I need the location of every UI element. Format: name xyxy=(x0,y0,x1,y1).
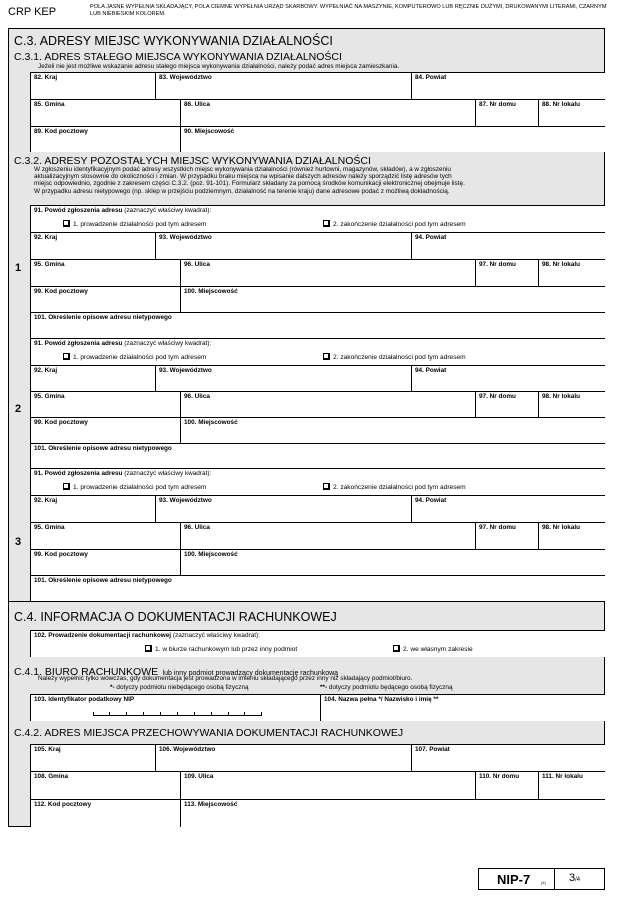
section-c42-title: C.4.2. ADRES MIEJSCA PRZECHOWYWANIA DOKUMENTACJI RACHUNKOWEJ xyxy=(14,727,404,739)
field-101-opis[interactable]: 101. Określenie opisowe adresu nietypowego xyxy=(30,575,605,601)
field-97-nr-domu[interactable]: 97. Nr domu xyxy=(475,391,538,417)
footer-divider xyxy=(554,869,555,889)
form-id: NIP-7 xyxy=(497,872,531,887)
checkbox-icon[interactable] xyxy=(63,483,70,490)
field-101-opis[interactable]: 101. Określenie opisowe adresu nietypowego xyxy=(30,312,605,338)
field-110-nr-domu[interactable]: 110. Nr domu xyxy=(475,771,538,799)
section-c32-title: C.3.2. ADRESY POZOSTAŁYCH MIEJSC WYKONYWANIA DZIAŁALNOŚCI xyxy=(14,155,371,167)
page-number: 3/4 xyxy=(569,872,581,884)
field-101-opis[interactable]: 101. Określenie opisowe adresu nietypowego xyxy=(30,443,605,468)
section-c41-notes: *- dotyczy podmiotu niebędącego osobą fizyczną xyxy=(110,684,249,691)
field-95-gmina[interactable]: 95. Gmina xyxy=(30,522,180,549)
field-112-kod-pocztowy[interactable]: 112. Kod pocztowy xyxy=(30,799,180,827)
option-zakonczenie[interactable]: 2. zakończenie działalności pod tym adresem xyxy=(323,353,466,361)
field-93-wojewodztwo[interactable]: 93. Województwo xyxy=(155,495,411,522)
field-86-ulica[interactable]: 86. Ulica xyxy=(180,99,475,126)
field-108-gmina[interactable]: 108. Gmina xyxy=(30,771,180,799)
field-98-nr-lokalu[interactable]: 98. Nr lokalu xyxy=(538,391,605,417)
field-100-miejscowosc[interactable]: 100. Miejscowość xyxy=(180,417,605,443)
field-91-powod: 91. Powód zgłoszenia adresu (zaznaczyć właściwy kwadrat): 1. prowadzenie działalności pod tym adresem 2. zakończenie działalności pod tym adresem xyxy=(30,205,605,232)
block-number-3: 3 xyxy=(15,536,22,548)
field-96-ulica[interactable]: 96. Ulica xyxy=(180,391,475,417)
form-version: (4) xyxy=(541,880,546,885)
block-number-2: 2 xyxy=(15,403,22,415)
checkbox-icon[interactable] xyxy=(323,483,330,490)
field-97-nr-domu[interactable]: 97. Nr domu xyxy=(475,522,538,549)
field-111-nr-lokalu[interactable]: 111. Nr lokalu xyxy=(538,771,605,799)
section-divider xyxy=(8,601,605,602)
field-93-wojewodztwo[interactable]: 93. Województwo xyxy=(155,365,411,391)
option-zakonczenie[interactable]: 2. zakończenie działalności pod tym adresem xyxy=(323,220,466,228)
field-96-ulica[interactable]: 96. Ulica xyxy=(180,522,475,549)
field-93-wojewodztwo[interactable]: 93. Województwo xyxy=(155,232,411,259)
section-c41-title: C.4.1. BIURO RACHUNKOWE lub inny podmiot prowadzący dokumentację rachunkową xyxy=(14,666,339,678)
field-87-nr-domu[interactable]: 87. Nr domu xyxy=(475,99,538,126)
field-103-nip[interactable]: 103. Identyfikator podatkowy NIP xyxy=(30,694,320,721)
field-99-kod-pocztowy[interactable]: 99. Kod pocztowy xyxy=(30,286,180,312)
field-89-kod-pocztowy[interactable]: 89. Kod pocztowy xyxy=(30,126,180,152)
checkbox-icon[interactable] xyxy=(145,645,152,652)
c31-fields xyxy=(30,72,605,152)
block-number-1: 1 xyxy=(15,262,22,274)
field-94-powiat[interactable]: 94. Powiat xyxy=(411,495,605,522)
field-104-nazwa[interactable]: 104. Nazwa pełna */ Nazwisko i imię ** xyxy=(320,694,605,721)
checkbox-icon[interactable] xyxy=(323,220,330,227)
section-c3-title: C.3. ADRESY MIEJSC WYKONYWANIA DZIAŁALNOŚCI xyxy=(14,34,333,48)
field-98-nr-lokalu[interactable]: 98. Nr lokalu xyxy=(538,259,605,286)
field-106-wojewodztwo[interactable]: 106. Województwo xyxy=(155,744,411,771)
field-102-dokumentacja: 102. Prowadzenie dokumentacji rachunkowej (zaznaczyć właściwy kwadrat): 1. w biurze rachunkowym lub przez inny podmiot 2. we własnym zakresie xyxy=(30,630,605,657)
option-wlasny-zakres[interactable]: 2. we własnym zakresie xyxy=(393,645,473,653)
field-88-nr-lokalu[interactable]: 88. Nr lokalu xyxy=(538,99,605,126)
checkbox-icon[interactable] xyxy=(393,645,400,652)
option-biuro-rachunkowe[interactable]: 1. w biurze rachunkowym lub przez inny podmiot xyxy=(145,645,297,653)
c41-fields xyxy=(30,694,605,721)
field-82-kraj[interactable]: 82. Kraj xyxy=(30,72,155,99)
field-109-ulica[interactable]: 109. Ulica xyxy=(180,771,475,799)
field-100-miejscowosc[interactable]: 100. Miejscowość xyxy=(180,549,605,575)
field-84-powiat[interactable]: 84. Powiat xyxy=(411,72,605,99)
field-107-powiat[interactable]: 107. Powiat xyxy=(411,744,605,771)
field-94-powiat[interactable]: 94. Powiat xyxy=(411,232,605,259)
field-96-ulica[interactable]: 96. Ulica xyxy=(180,259,475,286)
field-90-miejscowosc[interactable]: 90. Miejscowość xyxy=(180,126,605,152)
field-97-nr-domu[interactable]: 97. Nr domu xyxy=(475,259,538,286)
field-99-kod-pocztowy[interactable]: 99. Kod pocztowy xyxy=(30,417,180,443)
section-c31-title: C.3.1. ADRES STAŁEGO MIEJSCA WYKONYWANIA DZIAŁALNOŚCI xyxy=(14,51,342,63)
field-95-gmina[interactable]: 95. Gmina xyxy=(30,391,180,417)
field-95-gmina[interactable]: 95. Gmina xyxy=(30,259,180,286)
form-code-label: CRP KEP xyxy=(8,6,57,18)
field-85-gmina[interactable]: 85. Gmina xyxy=(30,99,180,126)
address-block-3 xyxy=(30,468,605,601)
section-c31-desc: Jeżeli nie jest możliwe wskazanie adresu stałego miejsca wykonywania działalności, należy podać adres miejsca zamieszkania. xyxy=(38,63,400,70)
field-99-kod-pocztowy[interactable]: 99. Kod pocztowy xyxy=(30,549,180,575)
field-91-powod: 91. Powód zgłoszenia adresu (zaznaczyć właściwy kwadrat): 1. prowadzenie działalności pod tym adresem 2. zakończenie działalności pod tym adresem xyxy=(30,338,605,365)
field-92-kraj[interactable]: 92. Kraj xyxy=(30,365,155,391)
field-83-wojewodztwo[interactable]: 83. Województwo xyxy=(155,72,411,99)
option-prowadzenie[interactable]: 1. prowadzenie działalności pod tym adresem xyxy=(63,353,206,361)
field-92-kraj[interactable]: 92. Kraj xyxy=(30,495,155,522)
option-zakonczenie[interactable]: 2. zakończenie działalności pod tym adresem xyxy=(323,483,466,491)
field-92-kraj[interactable]: 92. Kraj xyxy=(30,232,155,259)
address-block-1 xyxy=(30,205,605,338)
section-c4-title: C.4. INFORMACJA O DOKUMENTACJI RACHUNKOWEJ xyxy=(14,610,337,624)
section-c32-desc: W zgłoszeniu identyfikacyjnym podać adresy wszystkich miejsc wykonywania działalności (również hurtowni, magazynów, składów), a w zgłoszeniu aktualizacyjnym stosownie do okoliczności i zmian. W przypadku braku miejsca na wpisanie dalszych adresów należy sporządzić listę adresów tych miejsc odpowiednio, zgodnie z zakresem części C.3.2. (poz. 91-101). Formularz składany za pomocą środków komunikacji elektronicznej obejmuje listę. W przypadku adresu nietypowego (np. sklep w przejściu podziemnym, działalność na terenie kraju) dane adresowe podać z możliwą dokładnością. xyxy=(34,166,465,195)
section-c41-notes-2: **- dotyczy podmiotu będącego osobą fizyczną xyxy=(320,684,453,691)
field-91-powod: 91. Powód zgłoszenia adresu (zaznaczyć właściwy kwadrat): 1. prowadzenie działalności pod tym adresem 2. zakończenie działalności pod tym adresem xyxy=(30,468,605,495)
address-block-2 xyxy=(30,338,605,468)
header-instructions: POLA JASNE WYPEŁNIA SKŁADAJĄCY, POLA CIEMNE WYPEŁNIA URZĄD SKARBOWY. WYPEŁNIAĆ NA MASZYNIE, KOMPUTEROWO LUB RĘCZNIE DUŻYMI, DRUKOWANYMI LITERAMI, CZARNYM LUB NIEBIESKIM KOLOREM. xyxy=(90,4,607,17)
checkbox-icon[interactable] xyxy=(63,220,70,227)
field-113-miejscowosc[interactable]: 113. Miejscowość xyxy=(180,799,605,827)
c42-fields xyxy=(30,744,605,827)
checkbox-icon[interactable] xyxy=(63,353,70,360)
field-94-powiat[interactable]: 94. Powiat xyxy=(411,365,605,391)
section-c41-desc: Należy wypełnić tylko wówczas, gdy dokumentacja jest prowadzona w imieniu składającego przez inny niż składający podmiot/biuro. xyxy=(38,675,413,682)
form-id-box xyxy=(478,868,605,890)
option-prowadzenie[interactable]: 1. prowadzenie działalności pod tym adresem xyxy=(63,220,206,228)
option-prowadzenie[interactable]: 1. prowadzenie działalności pod tym adresem xyxy=(63,483,206,491)
checkbox-icon[interactable] xyxy=(323,353,330,360)
field-105-kraj[interactable]: 105. Kraj xyxy=(30,744,155,771)
field-98-nr-lokalu[interactable]: 98. Nr lokalu xyxy=(538,522,605,549)
field-100-miejscowosc[interactable]: 100. Miejscowość xyxy=(180,286,605,312)
